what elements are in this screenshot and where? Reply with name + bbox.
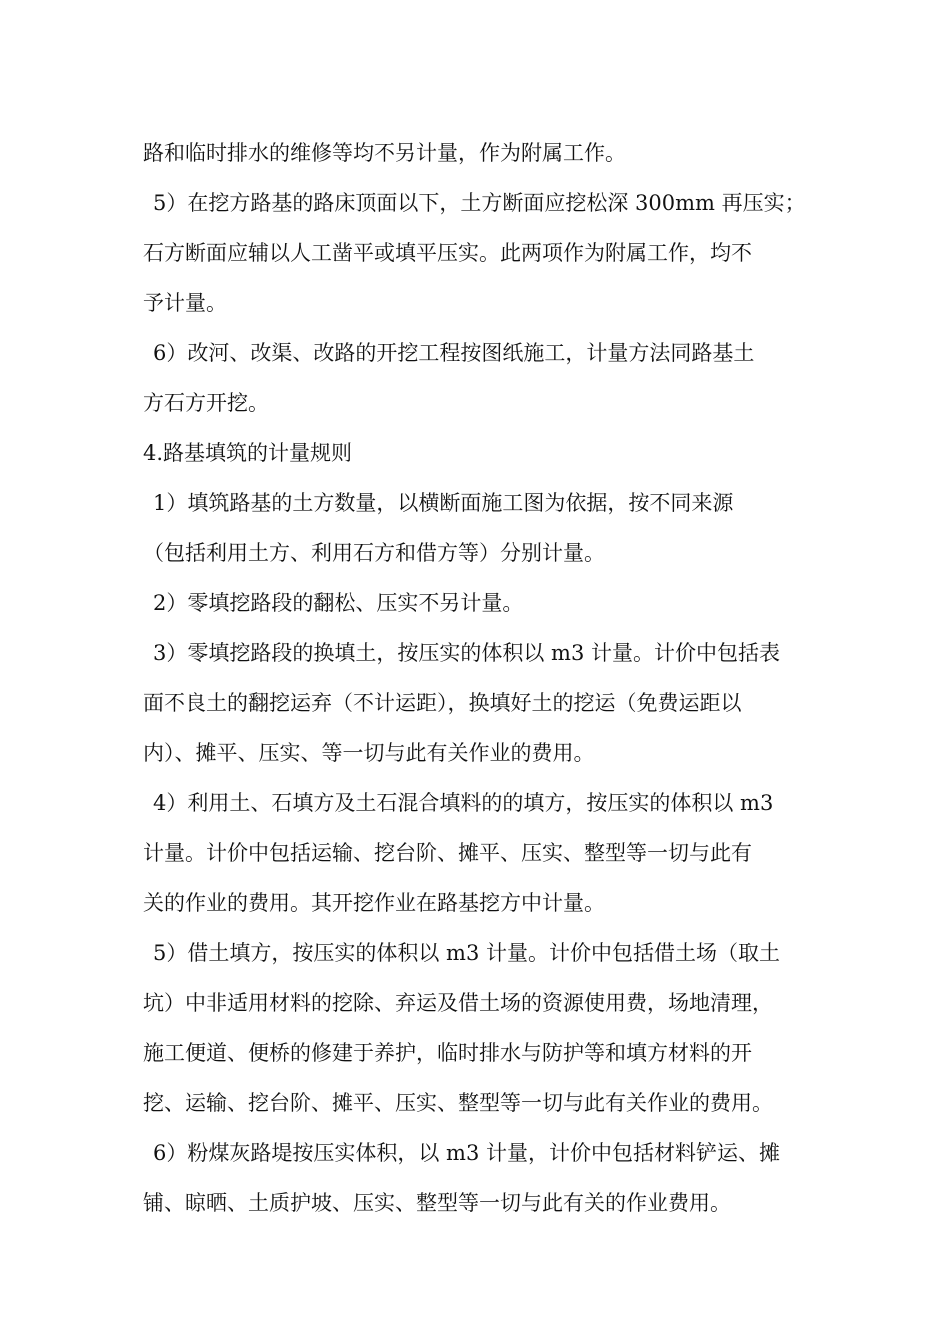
text-line: 石方断面应辅以人工凿平或填平压实。此两项作为附属工作，均不 xyxy=(143,241,752,265)
text-line: 4）利用土、石填方及土石混合填料的的填方，按压实的体积以 m3 xyxy=(153,791,774,815)
text-line: 关的作业的费用。其开挖作业在路基挖方中计量。 xyxy=(143,891,605,915)
text-line: 挖、运输、挖台阶、摊平、压实、整型等一切与此有关作业的费用。 xyxy=(143,1091,773,1115)
text-line: 6）粉煤灰路堤按压实体积，以 m3 计量，计价中包括材料铲运、摊 xyxy=(153,1141,780,1165)
text-line: 1）填筑路基的土方数量，以横断面施工图为依据，按不同来源 xyxy=(153,491,734,515)
text-line: 5）借土填方，按压实的体积以 m3 计量。计价中包括借土场（取土 xyxy=(153,941,780,965)
text-line: 3）零填挖路段的换填土，按压实的体积以 m3 计量。计价中包括表 xyxy=(153,641,780,665)
text-line: 6）改河、改渠、改路的开挖工程按图纸施工，计量方法同路基土 xyxy=(153,341,755,365)
text-line: 铺、晾晒、土质护坡、压实、整型等一切与此有关的作业费用。 xyxy=(143,1191,731,1215)
text-line: 予计量。 xyxy=(143,291,227,315)
text-line: 2）零填挖路段的翻松、压实不另计量。 xyxy=(153,591,524,615)
text-line: 计量。计价中包括运输、挖台阶、摊平、压实、整型等一切与此有 xyxy=(143,841,752,865)
document-body xyxy=(143,128,813,1228)
text-line: 方石方开挖。 xyxy=(143,391,269,415)
section-heading: 4.路基填筑的计量规则 xyxy=(143,441,353,465)
text-line: 面不良土的翻挖运弃（不计运距），换填好土的挖运（免费运距以 xyxy=(143,691,742,715)
text-line: 坑）中非适用材料的挖除、弃运及借土场的资源使用费，场地清理， xyxy=(143,991,773,1015)
text-line: （包括利用土方、利用石方和借方等）分别计量。 xyxy=(143,541,605,565)
text-line: 施工便道、便桥的修建于养护，临时排水与防护等和填方材料的开 xyxy=(143,1041,752,1065)
text-line: 路和临时排水的维修等均不另计量，作为附属工作。 xyxy=(143,141,626,165)
text-line: 内）、摊平、压实、等一切与此有关作业的费用。 xyxy=(143,741,595,765)
text-line: 5）在挖方路基的路床顶面以下，土方断面应挖松深 300mm 再压实； xyxy=(153,191,806,215)
